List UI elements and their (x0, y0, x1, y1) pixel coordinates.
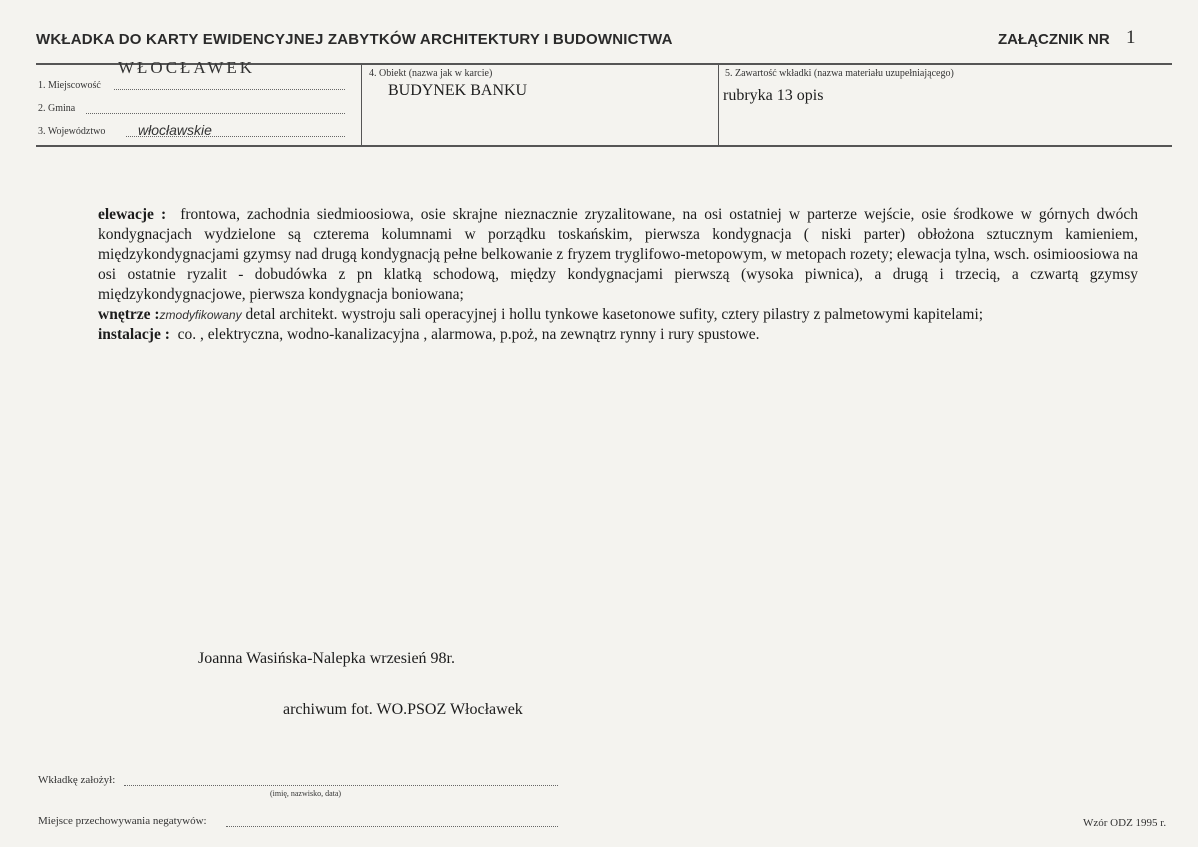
object-label: 4. Obiekt (nazwa jak w karcie) (369, 68, 493, 79)
installations-text: co. , elektryczna, wodno-kanalizacyjna , alarmowa, p.poż, na zewnątrz rynny i rury spustowe. (177, 326, 760, 343)
negatives-label: Miejsce przechowywania negatywów: (38, 815, 207, 827)
locality-dotted-line (114, 89, 345, 90)
description-body (98, 205, 1138, 345)
author-line: Joanna Wasińska-Nalepka wrzesień 98r. (198, 650, 455, 667)
elevations-label: elewacje : (98, 206, 167, 223)
column-divider-1 (361, 63, 362, 146)
locality-value: WŁOCŁAWEK (118, 58, 256, 77)
column-divider-2 (718, 63, 719, 146)
annex-number: 1 (1126, 27, 1136, 48)
annex-label-text: ZAŁĄCZNIK NR (998, 31, 1110, 48)
interior-handwritten-note: zmodyfikowany (159, 308, 242, 322)
created-by-label: Wkładkę założył: (38, 774, 116, 786)
locality-label: 1. Miejscowość (38, 80, 101, 91)
contents-label: 5. Zawartość wkładki (nazwa materiału uzupełniającego) (725, 68, 954, 79)
created-by-hint: (imię, nazwisko, data) (270, 789, 342, 798)
created-by-dotted-line (124, 785, 558, 786)
form-title: WKŁADKA DO KARTY EWIDENCYJNEJ ZABYTKÓW ARCHITEKTURY I BUDOWNICTWA (36, 31, 673, 48)
header-bottom-rule (36, 145, 1172, 147)
interior-text: detal architekt. wystroju sali operacyjnej i hollu tynkowe kasetonowe sufity, cztery pilastry z palmetowymi kapitelami; (245, 306, 984, 323)
annex-label (998, 27, 1136, 48)
installations-paragraph (98, 325, 1138, 345)
archive-line: archiwum fot. WO.PSOZ Włocławek (283, 701, 523, 718)
negatives-dotted-line (226, 826, 558, 827)
form-code: Wzór ODZ 1995 r. (1083, 817, 1167, 829)
object-value: BUDYNEK BANKU (388, 82, 528, 99)
interior-paragraph (98, 305, 1138, 325)
voivodeship-value: włocławskie (138, 122, 212, 138)
voivodeship-label: 3. Województwo (38, 126, 106, 137)
contents-value: rubryka 13 opis (723, 87, 824, 104)
commune-label: 2. Gmina (38, 103, 76, 114)
elevations-text: frontowa, zachodnia siedmioosiowa, osie skrajne nieznacznie zryzalitowane, na osi ostatniej w parterze wejście, osie środkowe w górnych dwóch kondygnacjach wydzielone są czterema kolumnami w porządku toskańskim, pierwsza kondygnacja ( niski parter) obłożona sztucznym kamieniem, międzykondygnacjami gzymsy nad drugą kondygnacją pełne belkowanie z fryzem tryglifowo-metopowym, w metopach rozety; elewacja tylna, wsch. osimioosiowa na osi ostatnie ryzalit - dobudówka z pn klatką schodową, między kondygnacjami pierwszą (wysoka piwnica), a drugą i trzecią, a czwartą gzymsy międzykondygnacjowe, pierwsza kondygnacja boniowana; (98, 206, 1139, 303)
elevations-paragraph (98, 205, 1138, 305)
commune-dotted-line (86, 113, 345, 114)
installations-label: instalacje : (98, 326, 170, 343)
interior-label: wnętrze : (98, 306, 160, 323)
